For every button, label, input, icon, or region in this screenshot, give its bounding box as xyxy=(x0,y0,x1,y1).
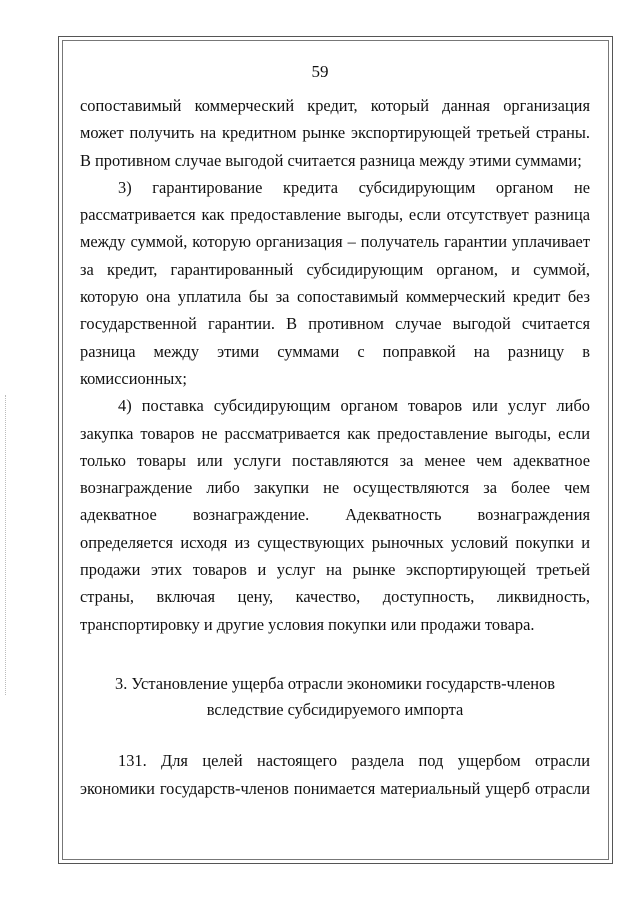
text-line: страны, включая цену, качество, доступность, ликвидность, xyxy=(80,587,590,607)
text-line: продажи этих товаров и услуг на рынке экспортирующей третьей xyxy=(80,560,590,580)
text-line: которую она уплатила бы за сопоставимый коммерческий кредит без xyxy=(80,287,590,307)
text-line: может получить на кредитном рынке экспортирующей третьей страны. xyxy=(80,123,590,143)
section-heading-line-1: 3. Установление ущерба отрасли экономики государств-членов xyxy=(115,674,555,694)
text-line: определяется исходя из существующих рыночных условий покупки и xyxy=(80,532,590,552)
text-line: между суммой, которую организация – получатель гарантии уплачивает xyxy=(80,232,590,252)
text-line: разница между этими суммами с поправкой на разницу в xyxy=(80,341,590,361)
list-item-3: 3) гарантирование кредита субсидирующим органом не xyxy=(118,177,590,197)
section-heading-line-2: вследствие субсидируемого импорта xyxy=(206,700,464,720)
text-line: закупка товаров не рассматривается как предоставление выгоды, если xyxy=(80,423,590,443)
document-body xyxy=(80,92,590,802)
text-line: транспортировку и другие условия покупки или продажи товара. xyxy=(80,614,535,634)
text-line: В противном случае выгодой считается разница между этими суммами; xyxy=(80,150,582,170)
text-line: рассматривается как предоставление выгоды, если отсутствует разница xyxy=(80,205,590,225)
text-line: за кредит, гарантированный субсидирующим органом, и суммой, xyxy=(80,259,590,279)
text-line: адекватное вознаграждение. Адекватность вознаграждения xyxy=(80,505,590,525)
text-line: государственной гарантии. В противном случае выгодой считается xyxy=(80,314,590,334)
spacer xyxy=(80,638,590,665)
text-line: экономики государств-членов понимается материальный ущерб отрасли xyxy=(80,778,590,798)
text-line: комиссионных; xyxy=(80,368,187,388)
list-item-4: 4) поставка субсидирующим органом товаров или услуг либо xyxy=(118,396,590,416)
text-line: только товары или услуги поставляются за менее чем адекватное xyxy=(80,450,590,470)
text-line: сопоставимый коммерческий кредит, который данная организация xyxy=(80,96,590,115)
scan-margin-marks xyxy=(5,395,8,695)
section-heading xyxy=(80,671,590,723)
text-line: 131. Для целей настоящего раздела под ущербом отрасли xyxy=(118,751,590,771)
page-number: 59 xyxy=(311,62,329,81)
text-line: вознаграждение либо закупки не осуществляются за более чем xyxy=(80,478,590,498)
paragraph-131 xyxy=(80,747,590,802)
